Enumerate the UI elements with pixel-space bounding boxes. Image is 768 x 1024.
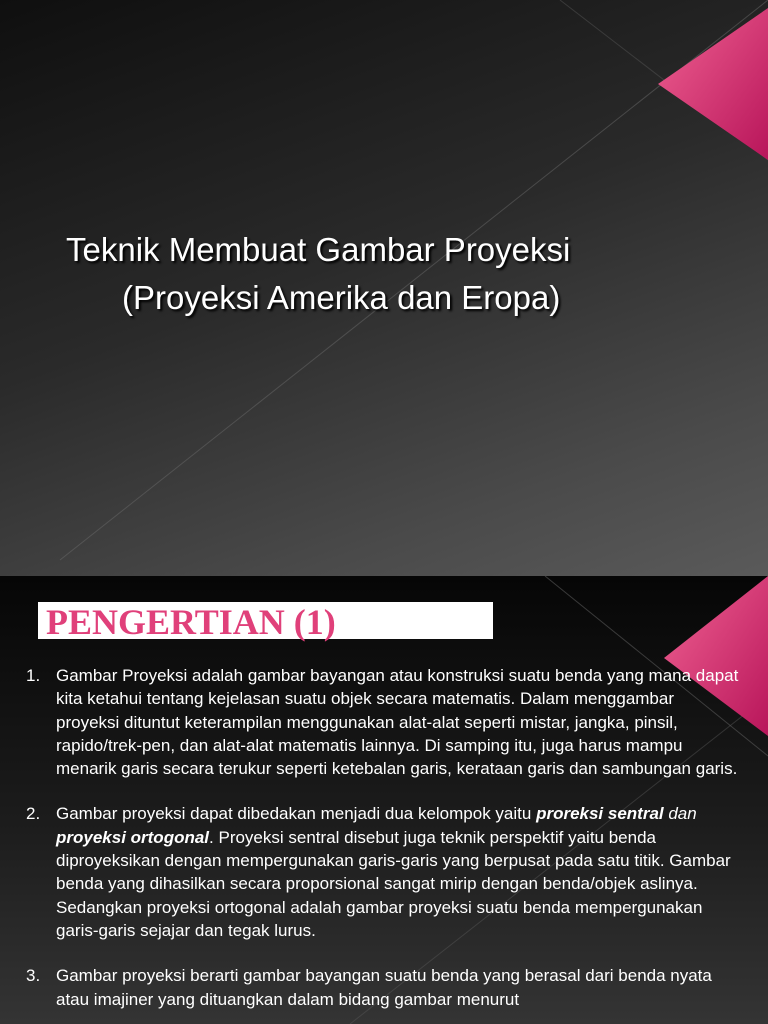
title-line-1: Teknik Membuat Gambar Proyeksi — [66, 231, 571, 268]
heading-box — [38, 602, 493, 642]
item-text-after: . Proyeksi sentral disebut juga teknik perspektif yaitu benda diproyeksikan dengan mempergunakan garis-garis yang berpusat pada satu titik. Gambar benda yang dihasilkan secara proporsional sangat mirip dengan benda/objek aslinya. Sedangkan proyeksi ortogonal adalah gambar proyeksi suatu benda mempergunakan garis-garis sejajar dan tegak lurus. — [56, 827, 731, 940]
item-text-before: Gambar proyeksi dapat dibedakan menjadi dua kelompok yaitu — [56, 804, 537, 824]
term-orthogonal-projection: proyeksi ortogonal — [56, 827, 210, 847]
list-number: 3. — [26, 966, 41, 986]
list-item — [26, 664, 742, 780]
content-slide — [0, 576, 768, 1024]
pink-triangle — [658, 8, 768, 160]
numbered-list — [26, 664, 742, 1024]
item-connector: dan — [663, 804, 697, 824]
section-heading: PENGERTIAN (1) — [46, 602, 336, 642]
term-central-projection: proreksi sentral — [536, 804, 664, 824]
list-number: 1. — [26, 666, 41, 685]
list-item — [26, 802, 742, 942]
title-line-2: (Proyeksi Amerika dan Eropa) — [122, 279, 561, 316]
item-text: Gambar proyeksi berarti gambar bayangan suatu benda yang berasal dari benda nyata atau imajiner yang dituangkan dalam bidang gambar menurut — [56, 966, 712, 1009]
list-item — [26, 964, 742, 1011]
item-text: Gambar Proyeksi adalah gambar bayangan atau konstruksi suatu benda yang mana dapat kita ketahui tentang kejelasan suatu objek secara matematis. Dalam menggambar proyeksi dituntut keterampilan menggunakan alat-alat seperti mistar, jangka, pinsil, rapido/trek-pen, dan alat-alat matematis lainnya. Di samping itu, juga harus mampu menarik garis secara terukur seperti ketebalan garis, kerataan garis dan sambungan garis. — [56, 666, 739, 779]
list-number: 2. — [26, 804, 41, 824]
